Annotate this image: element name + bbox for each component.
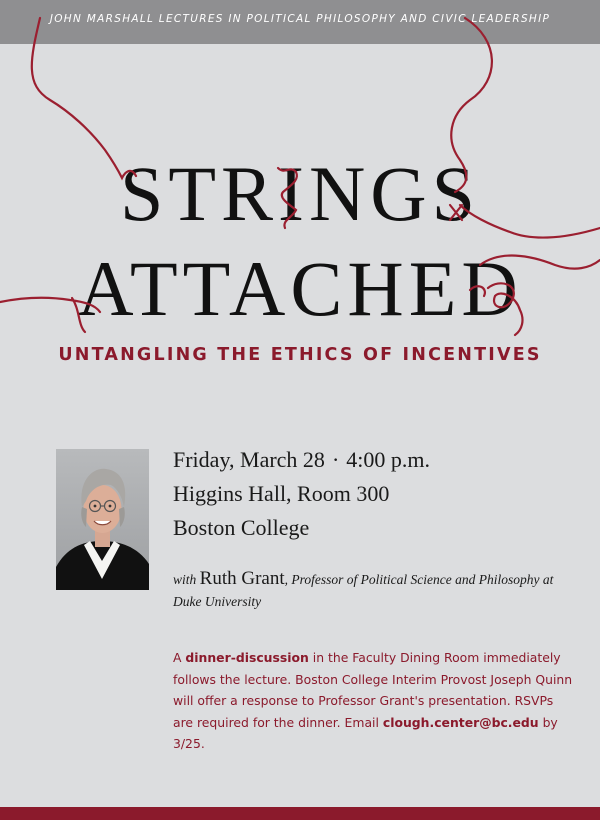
details-text-1: A xyxy=(173,650,186,665)
details-highlight: dinner-discussion xyxy=(185,650,309,665)
string-bottom-left xyxy=(0,298,100,312)
string-top-right xyxy=(451,18,492,192)
speaker-description: , Professor of Political Science and Philosophy at Duke University xyxy=(173,572,554,609)
bottom-band xyxy=(0,809,600,820)
event-time: 4:00 p.m. xyxy=(346,447,430,472)
dinner-details xyxy=(173,647,573,755)
subtitle: UNTANGLING THE ETHICS OF INCENTIVES xyxy=(58,345,542,365)
speaker-prefix: with xyxy=(173,572,197,587)
event-datetime xyxy=(173,443,573,477)
rsvp-email-link[interactable]: clough.center@bc.edu xyxy=(382,714,539,730)
string-d-loop xyxy=(488,283,522,335)
event-date: Friday, March 28 xyxy=(173,447,325,472)
event-info xyxy=(173,443,573,545)
details-text-2: in the Faculty Dining Room immediately follows the lecture. Boston College Interim Provost Joseph Quinn will offer a response to Professor Grant's presentation. RSVPs are required for the dinner. Email xyxy=(173,650,573,730)
string-a-loop xyxy=(470,286,485,296)
string-right-lower xyxy=(480,256,600,269)
string-middle xyxy=(278,168,297,228)
portrait-icon xyxy=(56,449,149,590)
string-right xyxy=(460,205,600,238)
red-strings-decoration xyxy=(0,0,600,400)
event-location: Higgins Hall, Room 300 xyxy=(173,481,390,506)
event-separator: · xyxy=(331,447,340,472)
speaker-name: Ruth Grant xyxy=(199,568,285,589)
string-left xyxy=(32,18,136,178)
speaker-line xyxy=(173,568,573,613)
details-text-3: by 3/25. xyxy=(173,714,558,751)
title-attached: ATTACHED xyxy=(77,245,523,332)
speaker-portrait xyxy=(56,449,149,590)
event-institution: Boston College xyxy=(173,515,310,540)
series-title: JOHN MARSHALL LECTURES IN POLITICAL PHILOSOPHY AND CIVIC LEADERSHIP xyxy=(49,13,551,25)
title-strings: STRINGS xyxy=(119,150,481,237)
